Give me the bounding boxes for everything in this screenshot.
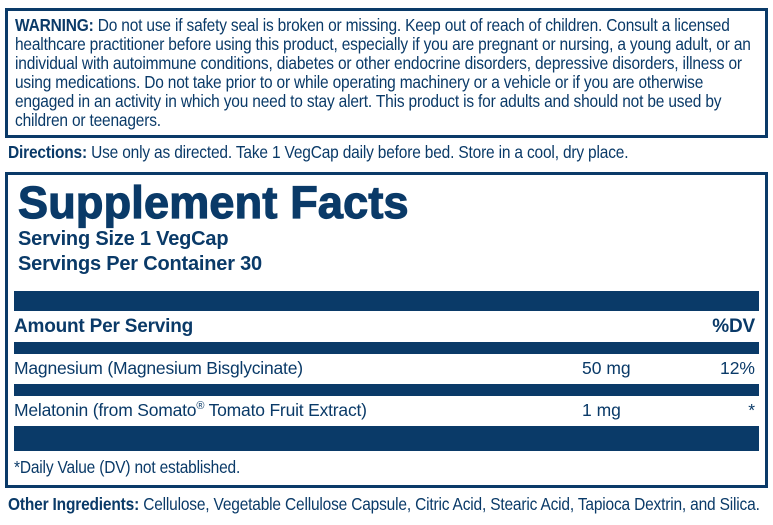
ingredient-name [14, 400, 582, 421]
ingredient-amount: 1 mg [582, 400, 621, 420]
ingredient-dv: 12% [719, 358, 755, 378]
other-ingredients-section [8, 495, 768, 514]
registered-trademark-symbol: ® [196, 400, 205, 413]
amount-per-serving-header: Amount Per Serving [14, 316, 194, 337]
directions-label: Directions: [8, 143, 87, 162]
panel-title: Supplement Facts [18, 177, 409, 228]
other-ingredients-label: Other Ingredients: [8, 494, 140, 514]
divider-bar-header [14, 342, 759, 354]
supplement-label [0, 8, 773, 514]
table-header-row [14, 311, 759, 342]
table-row-melatonin [14, 396, 759, 426]
table-row-magnesium [14, 354, 759, 384]
servings-per-container: Servings Per Container 30 [18, 253, 262, 275]
daily-value-footnote: *Daily Value (DV) not established. [14, 457, 241, 477]
divider-bar-mid [14, 384, 759, 396]
warning-text: Do not use if safety seal is broken or missing. Keep out of reach of children. Consult a licensed healthcare practitioner before using this product, especially if you are pregnant or nursing, a young adult, or an individual with autoimmune conditions, diabetes or other endocrine disorders, depressive disorders, illness or using medications. Do not take prior to or while operating machinery or a vehicle or if you are otherwise engaged in an activity in which you need to stay alert. This product is for adults and should not be used by children or teenagers. [15, 15, 751, 130]
divider-bar-bottom [14, 426, 759, 451]
directions-text: Use only as directed. Take 1 VegCap daily before bed. Store in a cool, dry place. [91, 143, 629, 162]
ingredient-name-post: Tomato Fruit Extract) [204, 400, 367, 420]
warning-label: WARNING: [15, 15, 94, 35]
warning-paragraph [15, 16, 759, 130]
other-ingredients-text: Cellulose, Vegetable Cellulose Capsule, Citric Acid, Stearic Acid, Tapioca Dextrin, and Silica. [143, 494, 760, 514]
serving-size: Serving Size 1 VegCap [18, 228, 229, 250]
dv-header: %DV [712, 316, 755, 337]
ingredient-amount: 50 mg [582, 358, 631, 378]
directions-paragraph [8, 143, 768, 162]
other-ingredients-paragraph [8, 495, 768, 514]
ingredient-name-pre: Melatonin (from Somato [14, 400, 197, 420]
ingredient-name: Magnesium (Magnesium Bisglycinate) [14, 358, 303, 378]
directions-section [8, 143, 768, 167]
ingredient-dv: * [748, 400, 755, 420]
divider-bar-top [14, 291, 759, 311]
supplement-facts-panel [5, 172, 768, 488]
warning-box [5, 8, 768, 138]
